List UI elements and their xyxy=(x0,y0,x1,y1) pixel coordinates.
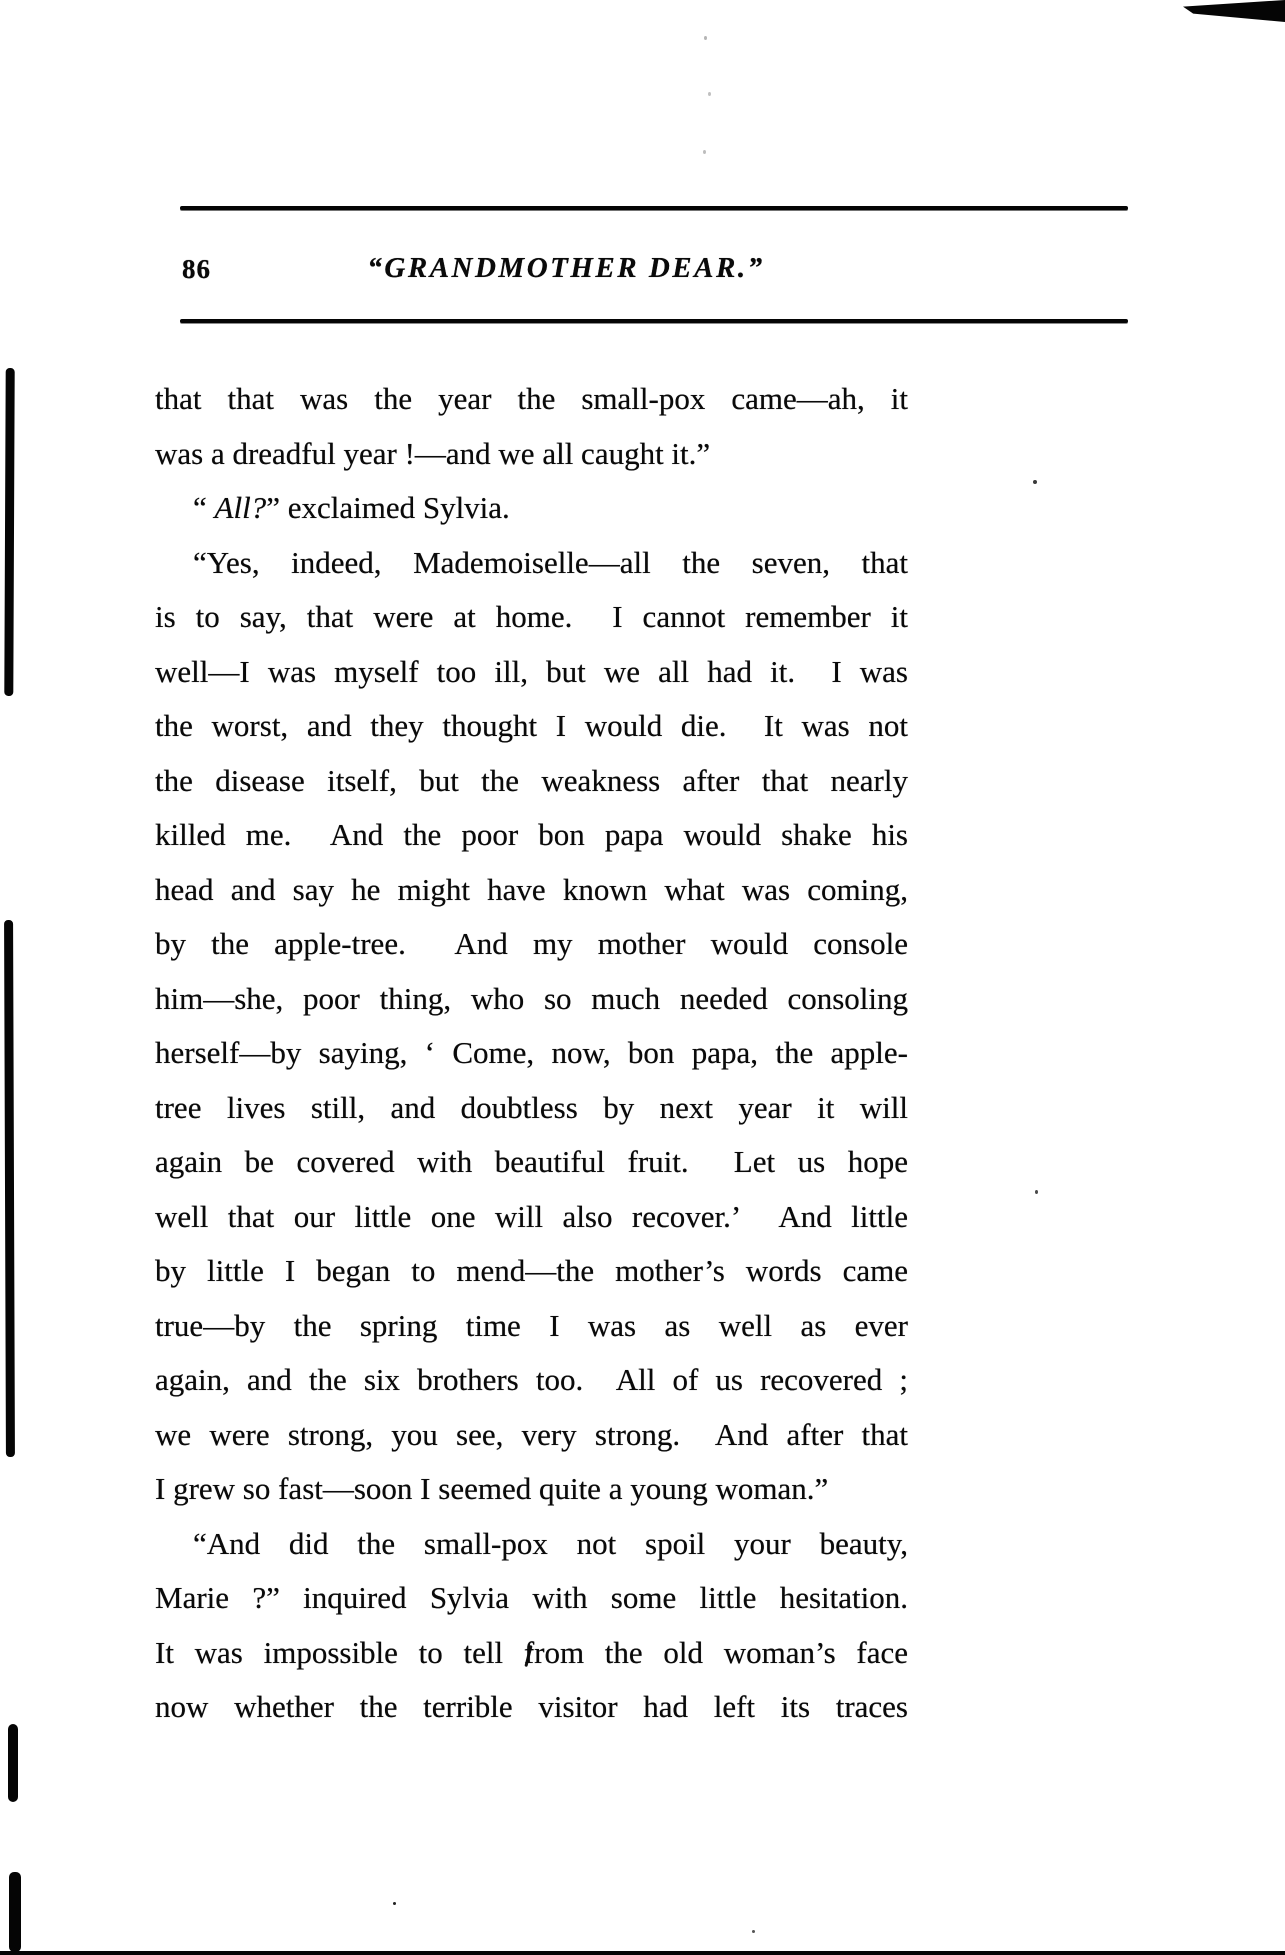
text-line: is to say, that were at home. I cannot remember it xyxy=(155,599,908,634)
scan-artifact-left-strip xyxy=(8,1724,18,1802)
text-line: well—I was myself too ill, but we all had it. I was xyxy=(155,653,908,689)
text-line: “Yes, indeed, Mademoiselle—all the seven, that xyxy=(193,544,908,580)
text-line: was a dreadful year !—and we all caught it.” xyxy=(155,435,711,471)
text-span: ” exclaimed Sylvia. xyxy=(266,490,510,525)
ink-speck xyxy=(752,1930,755,1933)
page-body-text xyxy=(155,372,908,1735)
text-line: by the apple-tree. And my mother would console xyxy=(155,926,908,961)
text-line: Marie ?” inquired Sylvia with some little hesitation. xyxy=(155,1580,908,1615)
text-line: head and say he might have known what was coming, xyxy=(155,871,908,907)
ink-speck xyxy=(1033,480,1037,484)
scan-bottom-edge-line xyxy=(0,1951,1285,1955)
text-line: now whether the terrible visitor had left its traces xyxy=(155,1689,908,1724)
text-line: I grew so fast—soon I seemed quite a young woman.” xyxy=(155,1471,829,1506)
text-line: that that was the year the small-pox came—ah, it xyxy=(155,381,908,416)
page-number: 86 xyxy=(182,254,211,284)
text-line: “And did the small-pox not spoil your beauty, xyxy=(193,1525,908,1561)
text-line: It was impossible to tell from the old woman’s face xyxy=(155,1634,908,1670)
ink-speck xyxy=(1035,1190,1038,1194)
text-span: “ xyxy=(193,490,215,525)
scan-corner-wedge xyxy=(1183,0,1285,22)
text-line: tree lives still, and doubtless by next year it will xyxy=(155,1089,908,1125)
text-line: well that our little one will also recover.’ And little xyxy=(155,1198,908,1234)
text-line: the disease itself, but the weakness after that nearly xyxy=(155,762,908,798)
running-head-title: “GRANDMOTHER DEAR.” xyxy=(367,252,765,284)
scan-artifact-left-strip xyxy=(9,1872,21,1952)
text-span-italic: All? xyxy=(214,490,267,525)
text-line: again be covered with beautiful fruit. Let us hope xyxy=(155,1144,908,1179)
text-line: the worst, and they thought I would die. It was not xyxy=(155,708,908,743)
text-line: again, and the six brothers too. All of us recovered ; xyxy=(155,1362,908,1397)
ink-speck xyxy=(393,1902,396,1905)
text-line: herself—by saying, ‘ Come, now, bon papa, the apple- xyxy=(155,1035,908,1070)
text-line: by little I began to mend—the mother’s words came xyxy=(155,1253,908,1288)
ink-speck xyxy=(708,92,711,96)
text-line: we were strong, you see, very strong. And after that xyxy=(155,1416,908,1452)
scan-artifact-left-strip xyxy=(4,920,15,1457)
text-line: him—she, poor thing, who so much needed consoling xyxy=(155,980,908,1016)
running-head xyxy=(155,248,1128,300)
header-rule-top xyxy=(180,206,1128,210)
text-line: true—by the spring time I was as well as ever xyxy=(155,1307,908,1343)
text-line xyxy=(155,481,908,536)
text-line: killed me. And the poor bon papa would shake his xyxy=(155,817,908,852)
ink-speck xyxy=(704,36,707,40)
header-rule-bottom xyxy=(180,319,1128,323)
scan-artifact-left-strip xyxy=(4,368,14,696)
ink-speck xyxy=(703,150,706,154)
